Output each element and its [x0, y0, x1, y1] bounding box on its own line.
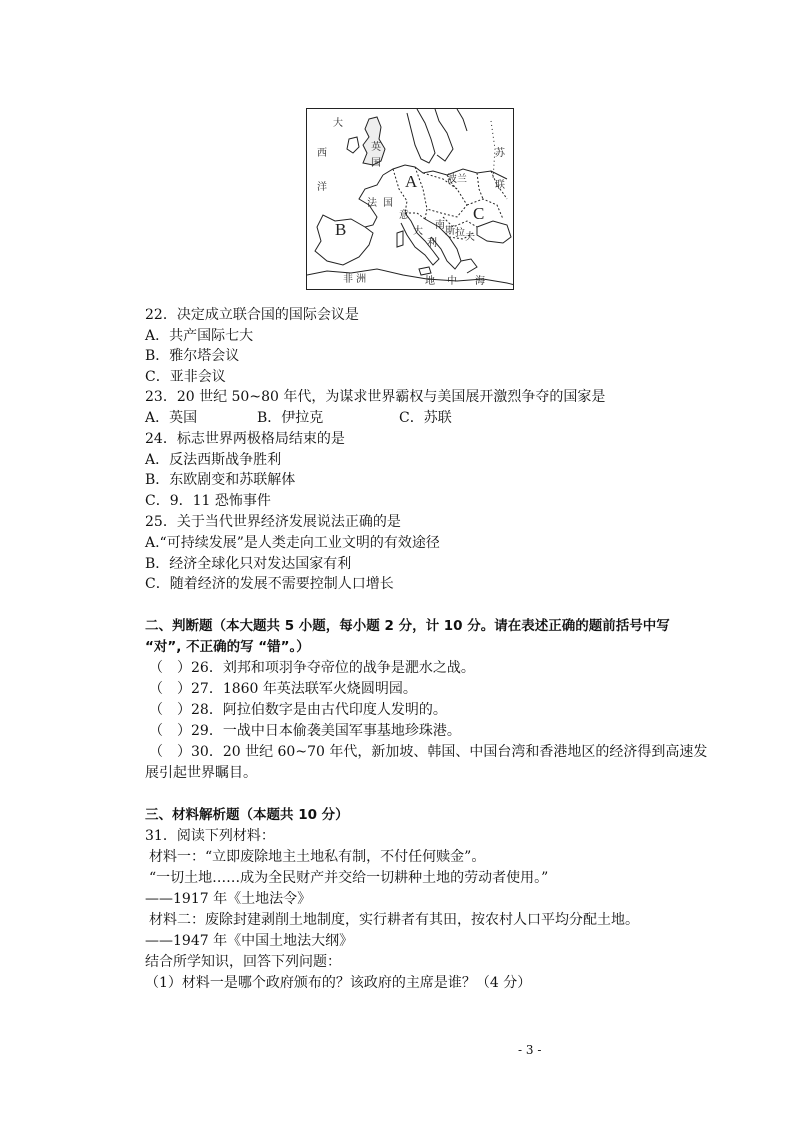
judge-item-29: （ ）29．一战中日本偷袭美国军事基地珍珠港。 — [149, 723, 461, 739]
map-outline — [307, 109, 514, 290]
q25-option-a: A.“可持续发展”是人类走向工业文明的有效途径 — [145, 535, 440, 551]
europe-map — [306, 108, 514, 290]
section2-heading-line2: “对”, 不正确的写 “错”。） — [145, 639, 310, 655]
q25-option-c: C．随着经济的发展不需要控制人口增长 — [145, 576, 394, 592]
material-two-line: 材料二：废除封建剥削土地制度，实行耕者有其田，按农村人口平均分配土地。 — [149, 912, 639, 928]
map-label-guo1: 国 — [371, 158, 381, 169]
page-number: - 3 - — [518, 1043, 542, 1057]
q31-stem: 31．阅读下列材料： — [145, 828, 275, 844]
map-label-li: 利 — [427, 238, 437, 249]
material-one-line1: 材料一：“立即废除地主土地私有制，不付任何赎金”。 — [149, 849, 486, 865]
q22-option-b: B．雅尔塔会议 — [145, 348, 240, 364]
material-one-source: ——1917 年《土地法令》 — [145, 891, 312, 907]
map-marker-a: A — [405, 172, 418, 191]
judge-item-27: （ ）27．1860 年英法联军火烧圆明园。 — [149, 681, 417, 697]
q31-subquestion-1: （1）材料一是哪个政府颁布的？该政府的主席是谁？（4 分） — [145, 975, 532, 991]
judge-item-26: （ ）26．刘邦和项羽争夺帝位的战争是淝水之战。 — [149, 660, 475, 676]
material-one-line2: “一切土地……成为全民财产并交给一切耕种土地的劳动者使用。” — [149, 870, 549, 886]
q24-option-a: A．反法西斯战争胜利 — [145, 452, 282, 468]
map-label-nan: 南 — [435, 220, 445, 231]
judge-item-30-continued: 展引起世界瞩目。 — [145, 765, 257, 781]
map-label-yang: 洋 — [317, 182, 327, 193]
map-label-bolan: 波兰 — [447, 174, 467, 185]
q25-option-b: B．经济全球化只对发达国家有利 — [145, 556, 352, 572]
map-label-la: 拉 — [455, 228, 465, 239]
judge-item-30: （ ）30．20 世纪 60~70 年代，新加坡、韩国、中国台湾和香港地区的经济得到高速发 — [149, 744, 708, 760]
section2-heading-line1: 二、判断题（本大题共 5 小题，每小题 2 分，计 10 分。请在表述正确的题前括号中写 — [145, 618, 670, 634]
map-label-lian: 联 — [495, 180, 505, 191]
map-label-guo2: 国 — [383, 198, 393, 209]
map-marker-b: B — [335, 220, 347, 239]
material-two-source: ——1947 年《中国土地法大纲》 — [145, 933, 354, 949]
map-label-ying: 英 — [371, 142, 381, 153]
map-label-fa: 法 — [367, 198, 377, 209]
q22-option-c: C．亚非会议 — [145, 369, 226, 385]
map-label-da: 大 — [333, 118, 343, 129]
q24-option-c: C．9．11 恐怖事件 — [145, 493, 271, 509]
map-label-xi: 西 — [317, 148, 327, 159]
map-label-da2: 大 — [413, 226, 423, 237]
map-label-su: 苏 — [495, 148, 505, 159]
q25-stem: 25．关于当代世界经济发展说法正确的是 — [145, 514, 401, 530]
q22-stem: 22．决定成立联合国的国际会议是 — [145, 307, 359, 323]
q31-instruction: 结合所学知识，回答下列问题： — [145, 954, 341, 970]
map-label-si: 斯 — [445, 226, 455, 237]
q22-option-a: A．共产国际七大 — [145, 328, 254, 344]
q23-option-c: C．苏联 — [399, 410, 452, 426]
map-marker-c: C — [473, 204, 485, 223]
map-label-yi: 意 — [399, 210, 409, 221]
map-label-hai: 海 — [475, 276, 485, 287]
judge-item-28: （ ）28．阿拉伯数字是由古代印度人发明的。 — [149, 702, 447, 718]
map-label-fu: 夫 — [465, 232, 475, 243]
q23-option-a: A．英国 — [145, 410, 198, 426]
section3-heading: 三、材料解析题（本题共 10 分） — [145, 807, 349, 823]
map-label-zhong: 中 — [447, 276, 457, 287]
map-label-di: 地 — [425, 276, 435, 287]
map-label-feizhou: 非 洲 — [343, 274, 367, 285]
q23-stem: 23．20 世纪 50~80 年代，为谋求世界霸权与美国展开激烈争夺的国家是 — [145, 389, 606, 405]
q23-option-b: B．伊拉克 — [257, 410, 324, 426]
q24-stem: 24．标志世界两极格局结束的是 — [145, 431, 345, 447]
q24-option-b: B．东欧剧变和苏联解体 — [145, 472, 296, 488]
